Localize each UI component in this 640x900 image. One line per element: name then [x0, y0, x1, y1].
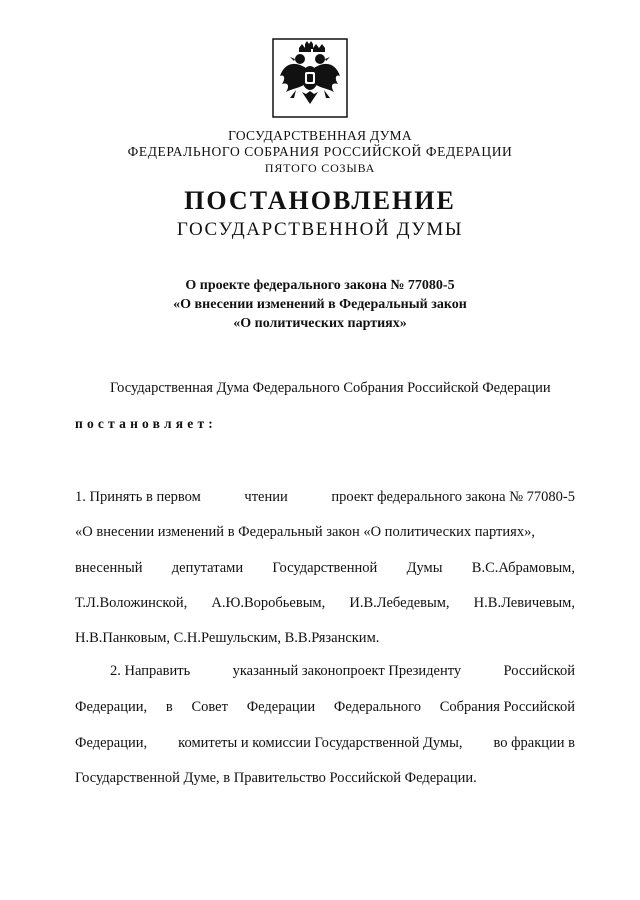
- p1-line3-part: В.С.Абрамовым,: [471, 560, 575, 576]
- p1-line3-part: депутатами: [171, 560, 244, 576]
- p2-line2: [75, 699, 575, 716]
- p1-line3-part: внесенный: [75, 560, 143, 576]
- p2-line2-part: Федерации: [246, 699, 316, 715]
- p1-line3-part: Думы: [406, 560, 443, 576]
- p1-line2: «О внесении изменений в Федеральный закон «О политических партиях»,: [75, 524, 535, 540]
- p2-line3-part: комитеты и комиссии Государственной Думы,: [178, 735, 463, 751]
- document-type-title: ПОСТАНОВЛЕНИЕ: [184, 186, 456, 215]
- p2-line1-part: указанный законопроект Президенту: [232, 663, 462, 679]
- resolves-label: постановляет:: [75, 416, 217, 431]
- org-name-line2: ФЕДЕРАЛЬНОГО СОБРАНИЯ РОССИЙСКОЙ ФЕДЕРАЦИИ: [127, 144, 513, 159]
- subject-line2: «О внесении изменений в Федеральный закон: [173, 297, 467, 312]
- p2-line2-part: в: [165, 699, 173, 715]
- org-name-line3: ПЯТОГО СОЗЫВА: [264, 161, 376, 175]
- p1-line4-part: Н.В.Левичевым,: [473, 595, 575, 611]
- p1-line4-part: Т.Л.Воложинской,: [75, 595, 188, 611]
- p2-line1-part: Российской: [503, 663, 575, 679]
- p2-line3: [75, 735, 575, 752]
- p2-line4: Государственной Думе, в Правительство Российской Федерации.: [75, 770, 477, 786]
- coat-of-arms-icon: [272, 38, 348, 118]
- p2-line1: [110, 663, 575, 680]
- p1-line4-part: А.Ю.Воробьевым,: [211, 595, 326, 611]
- org-name-line1: ГОСУДАРСТВЕННАЯ ДУМА: [228, 128, 412, 143]
- p1-line1: [75, 489, 575, 506]
- p1-line5: Н.В.Панковым, С.Н.Решульским, В.В.Рязанским.: [75, 630, 380, 646]
- intro-text: Государственная Дума Федерального Собрания Российской Федерации: [110, 380, 551, 396]
- p1-line3-part: Государственной: [272, 560, 378, 576]
- p2-line2-part: Федерального: [333, 699, 421, 715]
- p2-line2-part: Федерации,: [75, 699, 148, 715]
- p1-line3: [75, 560, 575, 577]
- p2-line3-part: во фракции в: [493, 735, 575, 751]
- p1-line4-part: И.В.Лебедевым,: [349, 595, 450, 611]
- p1-line1-part: чтении: [244, 489, 288, 505]
- p1-line4: [75, 595, 575, 612]
- p2-line2-part: Собрания Российской: [439, 699, 575, 715]
- p1-line1-part: проект федерального закона № 77080-5: [331, 489, 575, 505]
- subject-line3: «О политических партиях»: [233, 316, 407, 331]
- p2-line3-part: Федерации,: [75, 735, 148, 751]
- document-subtitle: ГОСУДАРСТВЕННОЙ ДУМЫ: [176, 219, 464, 240]
- p2-line2-part: Совет: [191, 699, 228, 715]
- subject-line1: О проекте федерального закона № 77080-5: [185, 278, 455, 293]
- p1-line1-part: 1. Принять в первом: [75, 489, 201, 505]
- p2-line1-part: 2. Направить: [110, 663, 191, 679]
